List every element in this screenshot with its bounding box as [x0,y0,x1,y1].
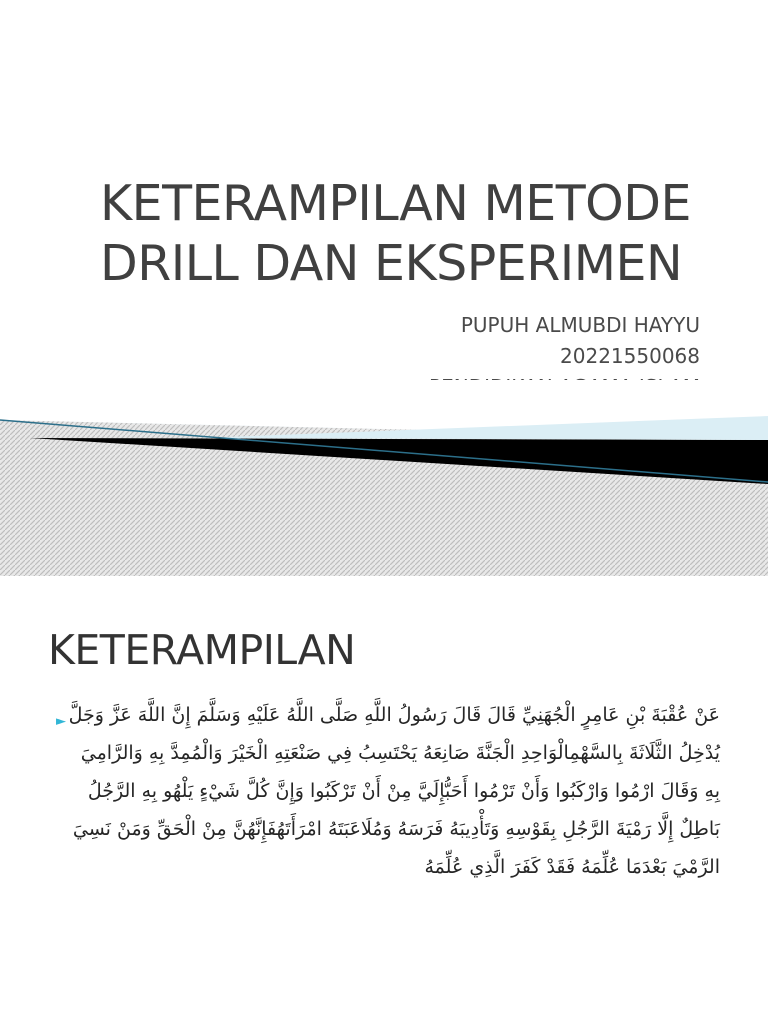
content-heading: KETERAMPILAN [48,626,356,674]
triangle-bullet-icon: ► [56,714,66,729]
author-name: PUPUH ALMUBDI HAYYU [460,313,700,337]
slide-title-line2: DRILL DAN EKSPERIMEN [100,235,683,292]
hadith-text: عَنْ عُقْبَةَ بْنِ عَامِرٍ الْجُهَنِيِّ قَالَ قَالَ رَسُولُ اللَّهِ صَلَّى اللَّهُ عَلَيْهِ وَسَلَّمَ إِنَّ اللَّهَ عَزَّ وَجَلَّ يُدْخِلُ الثَّلَاثَةَ بِالسَّهْمِالْوَاحِدِ الْجَنَّةَ صَانِعَهُ يَحْتَسِبُ فِي صَنْعَتِهِ الْخَيْرَ وَالْمُمِدَّ بِهِ وَالرَّامِيَ بِهِ وَقَالَ ارْمُوا وَارْكَبُوا وَأَنْ تَرْمُوا أَحَبُّإِلَيَّ مِنْ أَنْ تَرْكَبُوا وَإِنَّ كُلَّ شَيْءٍ يَلْهُو بِهِ الرَّجُلُ بَاطِلٌ إِلَّا رَمْيَةَ الرَّجُلِ بِقَوْسِهِ وَتَأْدِيبَهُ فَرَسَهُ وَمُلَاعَبَتَهُ امْرَأَتَهُفَإِنَّهُنَّ مِنْ الْحَقِّ وَمَنْ نَسِيَ الرَّمْيَ بَعْدَمَا عُلِّمَهُ فَقَدْ كَفَرَ الَّذِي عُلِّمَهُ [68,704,720,878]
student-id: 20221550068 [560,344,700,368]
slide-title-line1: KETERAMPILAN METODE [100,175,691,232]
content-slide [0,578,768,1024]
slide-title [100,174,740,294]
decorative-band [0,380,768,576]
